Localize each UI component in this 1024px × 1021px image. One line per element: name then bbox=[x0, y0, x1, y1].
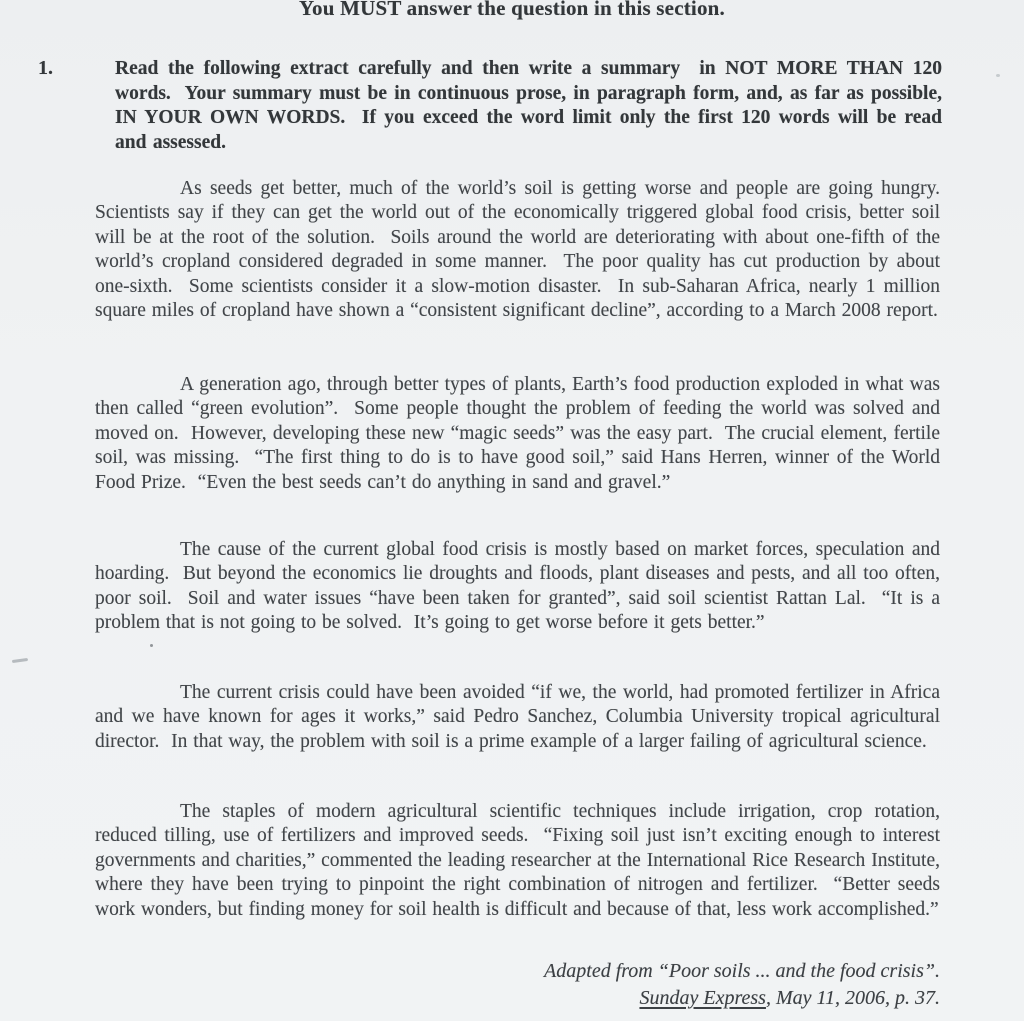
attribution-source: Sunday Express bbox=[639, 986, 766, 1009]
extract-paragraph: The cause of the current global food crisis is mostly based on market forces, speculation and hoarding. But beyond the economics lie droughts and floods, plant diseases and pests, and all too often, poor soil. Soil and water issues “have been taken for granted”, said soil scientist Rattan Lal. “It is a problem that is not going to be solved. It’s going to get worse before it gets better.” bbox=[95, 539, 946, 634]
attribution-line1: Adapted from “Poor soils ... and the food crisis”. bbox=[544, 960, 940, 982]
scan-artifact-dot bbox=[150, 644, 153, 647]
attribution-line2 bbox=[544, 985, 940, 1012]
scan-artifact-dot bbox=[996, 74, 1000, 77]
extract-paragraph: As seeds get better, much of the world’s soil is getting worse and people are going hungry. Scientists say if they can get the world out of the economically triggered global food crisis, better soil will be at the root of the solution. Soils around the world are deteriorating with about one-fifth of the world’s cropland considered degraded in some manner. The poor quality has cut production by about one-sixth. Some scientists consider it a slow-motion disaster. In sub-Saharan Africa, nearly 1 million square miles of cropland have shown a “consistent significant decline”, according to a March 2008 report. bbox=[95, 178, 952, 322]
section-notice: You MUST answer the question in this section. bbox=[299, 0, 725, 20]
extract-paragraph: The current crisis could have been avoided “if we, the world, had promoted fertilizer in Africa and we have known for ages it works,” said Pedro Sanchez, Columbia University tropical agricultural director. In that way, the problem with soil is a prime example of a larger failing of agricultural science. bbox=[95, 682, 946, 752]
extract-paragraph: A generation ago, through better types of plants, Earth’s food production exploded in what was then called “green evolution”. Some people thought the problem of feeding the world was solved and moved on. However, developing these new “magic seeds” was the easy part. The crucial element, fertile soil, was missing. “The first thing to do is to have good soil,” said Hans Herren, winner of the World Food Prize. “Even the best seeds can’t do anything in sand and gravel.” bbox=[95, 374, 946, 493]
attribution-rest: , May 11, 2006, p. 37. bbox=[765, 986, 940, 1009]
question-instructions: Read the following extract carefully and then write a summary in NOT MORE THAN 120 words. Your summary must be in continuous prose, in paragraph form, and, as far as possible, IN YOUR OWN WORDS. If you exceed the word limit only the first 120 words will be read and assessed. bbox=[115, 58, 949, 153]
scan-artifact-dash bbox=[12, 658, 28, 663]
question-number: 1. bbox=[38, 57, 53, 79]
attribution bbox=[544, 958, 940, 1011]
extract-paragraph: The staples of modern agricultural scientific techniques include irrigation, crop rotation, reduced tilling, use of fertilizers and improved seeds. “Fixing soil just isn’t exciting enough to interest governments and charities,” commented the leading researcher at the International Rice Research Institute, where they have been trying to pinpoint the right combination of nitrogen and fertilizer. “Better seeds work wonders, but finding money for soil health is difficult and because of that, less work accomplished.” bbox=[95, 801, 946, 920]
